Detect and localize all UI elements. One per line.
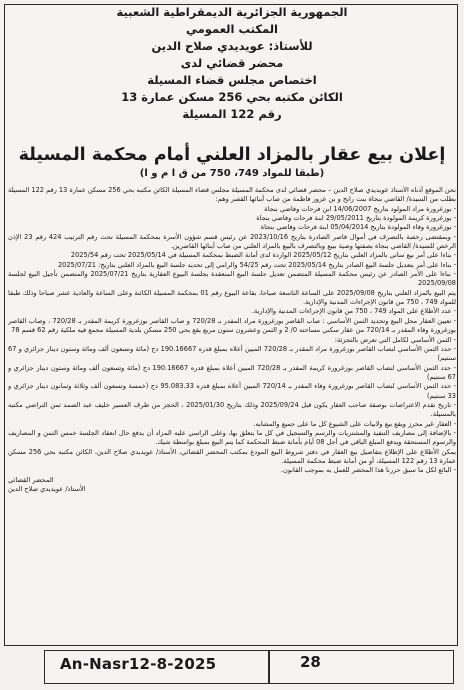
body-paragraph: - العقار غير محرز ويقع بيع ولابيات على الشيوع كل ما على جميع والمشابه. bbox=[253, 419, 456, 428]
signature-title: المحضر القضائي bbox=[8, 475, 54, 484]
body-paragraph: - الثمن الأساسي لكامل التي تعرض بالتجزئة: bbox=[334, 335, 456, 344]
body-paragraph: - بوزغرورة كريمة المولودة بتاريخ 29/05/2011 ابنة فرحات وفاضي بنجاة bbox=[256, 214, 456, 223]
header-line-republic: الجمهورية الجزائرية الديمقراطية الشعبية bbox=[116, 5, 348, 19]
header-line-bailiff-name: للأستاذ: عويديدي صلاح الدين bbox=[151, 39, 313, 53]
signature-name: الأستاذ/ عويديدي صلاح الدين bbox=[8, 485, 86, 493]
header-line-number: رقم 122 المسيلة bbox=[182, 107, 282, 121]
header-line-office: المكتب العمومي bbox=[186, 22, 278, 36]
body-paragraph: بطلب من السيدة/ القاضي بنجاة بنت رابح و بن عزوز فاطمة من صاب أبنائها القصر وهم: bbox=[215, 195, 456, 204]
footer-divider bbox=[268, 650, 270, 684]
announcement-subtitle: (طبقا للمواد 749، 750 من ق ا م و ا) bbox=[139, 168, 325, 179]
body-paragraph: - بوزغرورة مراد المولود بتاريخ 14/06/2007 ابن فرحات وفاضي بنجاة bbox=[264, 204, 456, 213]
office-header bbox=[0, 4, 464, 123]
body-paragraph: - حدد الثمن الأساسي لنصاب القاصر بوزغرورة كريمة المقدر بـ 720/28 المبين أعلاه بمبلغ قدره 190.16667 دج (مائة وتسعون ألف ومائة وستون دينار جزائري و 67 سنتيم) bbox=[8, 363, 456, 381]
announcement-body bbox=[8, 186, 456, 638]
body-paragraph: - حدد الثمن الأساسي لنصاب القاصر بوزغرورة مراد المقدر بـ 720/28 المبين أعلاه بمبلغ قدره 190.16667 دج (مائة وتسعون ألف ومائة وستون دينار جزائري و 67 سنتيم) bbox=[8, 344, 456, 363]
page-number: 28 bbox=[300, 653, 321, 671]
body-paragraph: - تعيين العقار محل البيع وتحديد الثمن الأساسي : صاب القاصر بوزغرورة مراد المقدر بـ 720/28 و صاب القاصر بوزغرورة كريمة المقدر بـ 720/28 ، وصاب القاصر بوزغرورة وفاء المقدر بـ 720/14 من عقار سكني مساحته 0/ 2 و الثمن وعشرون ستون مربع يقع بحي 250 مسكن بلدية المسيلة مجمع فيه ملكية رقم 62 قسم 78 bbox=[8, 316, 456, 335]
header-line-address: الكائن مكتبه بحي 256 مسكن عمارة 13 bbox=[121, 90, 343, 104]
body-paragraph: - وبمقتضى رخصة بالتصرف في أموال قاصر الصادرة بتاريخ 2023/10/16 عن رئيس قسم شؤون الأسرة بمحكمة المسيلة تحت رقم الترتيب 424 رقم 23 الإذن الرخص للسيدة/ القاضي بنجاة بصفتها وصية ببيع وبالتصرف بالبيع بالمزاد العلني من صاب أبنائها القاصرين. bbox=[8, 232, 456, 251]
body-paragraph: - البائع لكل ما سبق حررنا هذا المحضر للعمل به بموجب القانون. bbox=[280, 466, 456, 475]
body-paragraph: - بالإضافة إلى مصاريف التنفيذ والمشتريات والرسم والتسجيل في كل ما يتعلق بها، وعلى الراسي عليه المزاد أن يدفع حال انعقاد الجلسة خمس الثمن و المصاريف والرسوم المستحقة ويدفع المبلغ الباقي في أجل 08 أيام بأمانة ضبط المحكمة كما يتم البيع بمبلغ بواسطة شيك. bbox=[8, 428, 456, 447]
body-paragraph: - بناءا على الأمر الصادر عن رئيس محكمة المسيلة المتضمن تعديل جلسة البيع المنعقدة بجلسة البيوع العقارية بتاريخ 2025/07/21 والمتضمن تأجيل البيع لجلسة 2025/09/08 bbox=[8, 270, 456, 288]
newspaper-name-date: An-Nasr12-8-2025 bbox=[60, 655, 217, 673]
body-paragraph: يتم البيع بالمزاد العلني بتاريخ 2025/09/08 على الساعة التاسعة صباحا، بقاعة البيوع رقم 01 بمحكمة المسيلة الكائنة وعلى الساعة والعادية عشر صباحا وذلك طبقا للمواد 749 ، 750 من قانون الإجراءات المدنية والإدارية. bbox=[8, 288, 456, 307]
announcement-title: إعلان بيع عقار بالمزاد العلني أمام محكمة المسيلة bbox=[18, 145, 446, 165]
body-paragraph: يمكن الأطلاع على الإطلاع بتفاصيل بيع العقار في دفتر شروط البيع المودع بمكتب المحضر القضائي، الأستاذ/ عويديدي صلاح الدين، الكائن مكتبه بحي 256 مسكن عمارة 13 رقم 122 المسيلة، أو من أمانة ضبط محكمة المسيلة. bbox=[8, 447, 456, 465]
body-paragraph: - حدد الثمن الأساسي لنصاب القاصر بوزغرورة وفاء المقدر بـ 720/14 المبين أعلاه بمبلغ قدره 95.083.33 دج (خمسة وتسعون ألف وثلاثة وثمانون دينار جزائري و 33 سنتيم) bbox=[8, 382, 456, 400]
body-paragraph: - بناءا على أمر بتعديل جلسة البيع الصادر بتاريخ 2025/05/14 تحت رقم 54/25 والرامي إلى تحديد جلسة البيع بالمزاد العلني بتاريخ: 2025/07/21 bbox=[57, 260, 456, 269]
body-paragraph: نحن الموقع أدناه الأستاذ عويديدي صلاح الدين – محضر قضائي لدى محكمة المسيلة مجلس قضاء المسيلة الكائن مكتبه بحي 256 مسكن عمارة 13 رقم 122 المسيلة bbox=[8, 186, 456, 194]
header-line-court: محضر قضائي لدى bbox=[180, 56, 284, 70]
header-line-jurisdiction: اختصاص مجلس قضاء المسيلة bbox=[147, 73, 317, 87]
body-paragraph: - عدد الأطلاع على المواد 749 ، 750 من قانون الإجراءات المدنية والإدارية. bbox=[251, 307, 456, 316]
body-paragraph: - بوزغرورة وفاء المولودة بتاريخ 05/04/2014 ابنة فرحات وفاضي بنجاة bbox=[260, 223, 456, 232]
body-paragraph: - تاريخ تقدم الاعتراضات بوصفة صاحب العقار يكون قبل 2025/09/24 وذلك بتاريخ 2025/01/30 ، الحجز من طرف العسير خليف عبد الصمد ثمن التراضي مكتبه بالمسيلة. bbox=[8, 400, 456, 419]
body-paragraph: - بناءا على أمر بيع ساتي بالمزاد العلني بتاريخ 2025/05/12 الواردة لدى أمانة الضبط بمحكمة المسيلة في 2025/05/14 تحت رقم 2025/54 bbox=[70, 251, 456, 260]
